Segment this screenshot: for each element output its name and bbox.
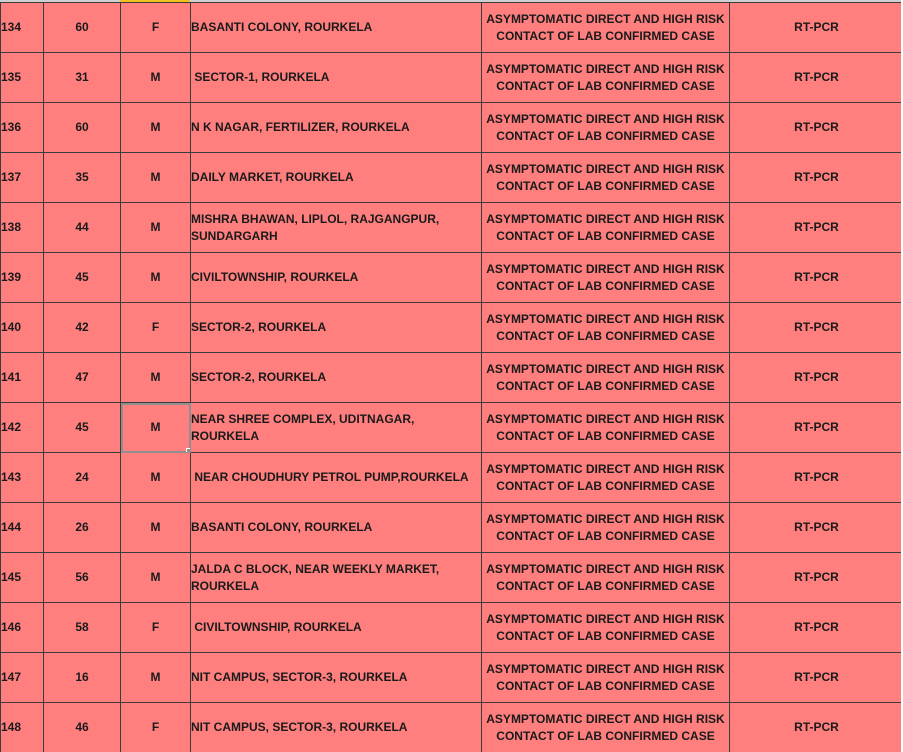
category-line-2: CONTACT OF LAB CONFIRMED CASE xyxy=(496,278,715,293)
cell-age[interactable] xyxy=(44,353,121,403)
cell-test-type[interactable] xyxy=(730,303,903,353)
cell-sex[interactable] xyxy=(121,603,191,653)
table-row xyxy=(1,403,903,453)
cell-serial-number[interactable] xyxy=(1,203,44,253)
cell-category[interactable] xyxy=(482,703,730,752)
cell-age-text: 60 xyxy=(75,20,89,34)
cell-category[interactable] xyxy=(482,103,730,153)
cell-sex-text: F xyxy=(151,320,160,334)
table-row xyxy=(1,553,903,603)
cell-test-type[interactable] xyxy=(730,453,903,503)
cell-category[interactable] xyxy=(482,153,730,203)
cell-sex[interactable] xyxy=(121,453,191,503)
cell-serial-number[interactable] xyxy=(1,703,44,752)
cell-age[interactable] xyxy=(44,103,121,153)
cell-serial-number[interactable] xyxy=(1,503,44,553)
cell-age-text: 44 xyxy=(75,220,89,234)
category-line-2: CONTACT OF LAB CONFIRMED CASE xyxy=(496,178,715,193)
category-line-1: ASYMPTOMATIC DIRECT AND HIGH RISK xyxy=(486,211,725,226)
cell-address[interactable] xyxy=(191,203,482,253)
category-line-2: CONTACT OF LAB CONFIRMED CASE xyxy=(496,78,715,93)
category-line-1: ASYMPTOMATIC DIRECT AND HIGH RISK xyxy=(486,161,725,176)
cell-sex-text: M xyxy=(150,420,161,434)
cell-serial-number[interactable] xyxy=(1,153,44,203)
cell-serial-number-text: 142 xyxy=(1,420,22,434)
cell-serial-number-text: 147 xyxy=(1,670,22,684)
data-table xyxy=(0,2,903,752)
cell-address-text: NEAR CHOUDHURY PETROL PUMP,ROURKELA xyxy=(191,470,469,484)
cell-serial-number-text: 136 xyxy=(1,120,22,134)
cell-test-type[interactable] xyxy=(730,103,903,153)
category-line-2: CONTACT OF LAB CONFIRMED CASE xyxy=(496,128,715,143)
cell-age[interactable] xyxy=(44,553,121,603)
cell-address[interactable] xyxy=(191,453,482,503)
cell-sex[interactable] xyxy=(121,553,191,603)
cell-age-text: 45 xyxy=(75,270,89,284)
cell-test-type[interactable] xyxy=(730,603,903,653)
cell-test-type[interactable] xyxy=(730,703,903,752)
cell-age-text: 58 xyxy=(75,620,89,634)
table-row xyxy=(1,603,903,653)
cell-address[interactable] xyxy=(191,603,482,653)
cell-test-type[interactable] xyxy=(730,503,903,553)
table-row xyxy=(1,703,903,752)
cell-age[interactable] xyxy=(44,53,121,103)
cell-test-type-text: RT-PCR xyxy=(794,370,839,384)
cell-address-text: MISHRA BHAWAN, LIPLOL, RAJGANGPUR, SUNDARGARH xyxy=(191,211,443,243)
category-line-1: ASYMPTOMATIC DIRECT AND HIGH RISK xyxy=(486,261,725,276)
cell-category[interactable] xyxy=(482,453,730,503)
cell-age[interactable] xyxy=(44,603,121,653)
cell-category[interactable] xyxy=(482,303,730,353)
cell-category[interactable] xyxy=(482,553,730,603)
cell-test-type[interactable] xyxy=(730,153,903,203)
cell-age-text: 24 xyxy=(75,470,89,484)
cell-address-text: BASANTI COLONY, ROURKELA xyxy=(191,20,373,34)
cell-serial-number-text: 141 xyxy=(1,370,22,384)
cell-serial-number[interactable] xyxy=(1,353,44,403)
cell-test-type-text: RT-PCR xyxy=(794,320,839,334)
cell-age-text: 16 xyxy=(75,670,89,684)
cell-address[interactable] xyxy=(191,53,482,103)
cell-test-type[interactable] xyxy=(730,353,903,403)
category-line-2: CONTACT OF LAB CONFIRMED CASE xyxy=(496,478,715,493)
cell-serial-number-text: 146 xyxy=(1,620,22,634)
cell-test-type-text: RT-PCR xyxy=(794,220,839,234)
cell-age-text: 46 xyxy=(75,720,89,734)
cell-address[interactable] xyxy=(191,353,482,403)
cell-address[interactable] xyxy=(191,103,482,153)
cell-sex-text: M xyxy=(150,370,161,384)
cell-test-type-text: RT-PCR xyxy=(794,120,839,134)
cell-serial-number[interactable] xyxy=(1,3,44,53)
category-line-2: CONTACT OF LAB CONFIRMED CASE xyxy=(496,328,715,343)
cell-address-text: NIT CAMPUS, SECTOR-3, ROURKELA xyxy=(191,720,408,734)
cell-age[interactable] xyxy=(44,403,121,453)
cell-category[interactable] xyxy=(482,353,730,403)
category-line-2: CONTACT OF LAB CONFIRMED CASE xyxy=(496,628,715,643)
category-line-2: CONTACT OF LAB CONFIRMED CASE xyxy=(496,678,715,693)
category-line-1: ASYMPTOMATIC DIRECT AND HIGH RISK xyxy=(486,561,725,576)
cell-serial-number[interactable] xyxy=(1,53,44,103)
cell-serial-number[interactable] xyxy=(1,653,44,703)
table-row xyxy=(1,303,903,353)
category-line-2: CONTACT OF LAB CONFIRMED CASE xyxy=(496,528,715,543)
selected-cell[interactable] xyxy=(121,403,191,453)
cell-test-type-text: RT-PCR xyxy=(794,170,839,184)
cell-sex[interactable] xyxy=(121,253,191,303)
cell-test-type-text: RT-PCR xyxy=(794,520,839,534)
cell-test-type-text: RT-PCR xyxy=(794,270,839,284)
cell-test-type-text: RT-PCR xyxy=(794,470,839,484)
cell-test-type-text: RT-PCR xyxy=(794,720,839,734)
cell-address-text: CIVILTOWNSHIP, ROURKELA xyxy=(191,620,362,634)
cell-serial-number-text: 145 xyxy=(1,570,22,584)
table-row xyxy=(1,103,903,153)
table-body xyxy=(1,3,903,752)
cell-sex[interactable] xyxy=(121,3,191,53)
table-row xyxy=(1,53,903,103)
cell-sex-text: F xyxy=(151,20,160,34)
cell-sex-text: M xyxy=(150,520,161,534)
category-line-1: ASYMPTOMATIC DIRECT AND HIGH RISK xyxy=(486,61,725,76)
table-row xyxy=(1,453,903,503)
cell-serial-number[interactable] xyxy=(1,103,44,153)
cell-sex[interactable] xyxy=(121,653,191,703)
cell-address-text: SECTOR-2, ROURKELA xyxy=(191,370,327,384)
cell-age-text: 26 xyxy=(75,520,89,534)
cell-sex-text: M xyxy=(150,570,161,584)
category-line-1: ASYMPTOMATIC DIRECT AND HIGH RISK xyxy=(486,111,725,126)
cell-address-text: SECTOR-2, ROURKELA xyxy=(191,320,327,334)
cell-category[interactable] xyxy=(482,403,730,453)
cell-serial-number-text: 143 xyxy=(1,470,22,484)
table-row xyxy=(1,353,903,403)
cell-sex[interactable] xyxy=(121,503,191,553)
table-row xyxy=(1,653,903,703)
cell-address[interactable] xyxy=(191,703,482,752)
cell-age-text: 35 xyxy=(75,170,89,184)
cell-serial-number-text: 137 xyxy=(1,170,22,184)
cell-address[interactable] xyxy=(191,503,482,553)
cell-test-type-text: RT-PCR xyxy=(794,670,839,684)
cell-test-type[interactable] xyxy=(730,653,903,703)
category-line-1: ASYMPTOMATIC DIRECT AND HIGH RISK xyxy=(486,611,725,626)
cell-test-type[interactable] xyxy=(730,203,903,253)
cell-age[interactable] xyxy=(44,303,121,353)
cell-serial-number[interactable] xyxy=(1,453,44,503)
cell-address-text: JALDA C BLOCK, NEAR WEEKLY MARKET, ROURKELA xyxy=(191,561,443,593)
cell-age[interactable] xyxy=(44,153,121,203)
category-line-2: CONTACT OF LAB CONFIRMED CASE xyxy=(496,728,715,743)
cell-serial-number-text: 135 xyxy=(1,70,22,84)
cell-address[interactable] xyxy=(191,3,482,53)
cell-test-type[interactable] xyxy=(730,53,903,103)
cell-age[interactable] xyxy=(44,703,121,752)
cell-age-text: 45 xyxy=(75,420,89,434)
cell-test-type-text: RT-PCR xyxy=(794,420,839,434)
cell-address-text: BASANTI COLONY, ROURKELA xyxy=(191,520,373,534)
table-row xyxy=(1,3,903,53)
cell-category[interactable] xyxy=(482,603,730,653)
cell-address[interactable] xyxy=(191,653,482,703)
cell-category[interactable] xyxy=(482,203,730,253)
cell-sex[interactable] xyxy=(121,203,191,253)
cell-serial-number-text: 148 xyxy=(1,720,22,734)
cell-age-text: 42 xyxy=(75,320,89,334)
cell-age[interactable] xyxy=(44,503,121,553)
cell-serial-number[interactable] xyxy=(1,253,44,303)
table-row xyxy=(1,253,903,303)
cell-serial-number[interactable] xyxy=(1,553,44,603)
cell-test-type[interactable] xyxy=(730,253,903,303)
category-line-2: CONTACT OF LAB CONFIRMED CASE xyxy=(496,578,715,593)
cell-age-text: 31 xyxy=(75,70,89,84)
cell-sex[interactable] xyxy=(121,303,191,353)
category-line-2: CONTACT OF LAB CONFIRMED CASE xyxy=(496,428,715,443)
cell-category[interactable] xyxy=(482,53,730,103)
cell-sex-text: M xyxy=(150,170,161,184)
category-line-2: CONTACT OF LAB CONFIRMED CASE xyxy=(496,228,715,243)
cell-sex-text: M xyxy=(150,220,161,234)
table-row xyxy=(1,503,903,553)
category-line-1: ASYMPTOMATIC DIRECT AND HIGH RISK xyxy=(486,711,725,726)
cell-serial-number-text: 134 xyxy=(1,20,22,34)
fill-handle[interactable] xyxy=(186,448,191,453)
cell-serial-number[interactable] xyxy=(1,603,44,653)
category-line-1: ASYMPTOMATIC DIRECT AND HIGH RISK xyxy=(486,661,725,676)
category-line-1: ASYMPTOMATIC DIRECT AND HIGH RISK xyxy=(486,361,725,376)
cell-age-text: 47 xyxy=(75,370,89,384)
cell-address-text: NEAR SHREE COMPLEX, UDITNAGAR, ROURKELA xyxy=(191,411,418,443)
category-line-1: ASYMPTOMATIC DIRECT AND HIGH RISK xyxy=(486,311,725,326)
cell-address[interactable] xyxy=(191,303,482,353)
cell-address-text: CIVILTOWNSHIP, ROURKELA xyxy=(191,270,359,284)
category-line-2: CONTACT OF LAB CONFIRMED CASE xyxy=(496,28,715,43)
cell-category[interactable] xyxy=(482,3,730,53)
cell-age[interactable] xyxy=(44,203,121,253)
category-line-1: ASYMPTOMATIC DIRECT AND HIGH RISK xyxy=(486,461,725,476)
category-line-1: ASYMPTOMATIC DIRECT AND HIGH RISK xyxy=(486,511,725,526)
cell-sex[interactable] xyxy=(121,153,191,203)
cell-address[interactable] xyxy=(191,153,482,203)
category-line-2: CONTACT OF LAB CONFIRMED CASE xyxy=(496,378,715,393)
cell-test-type[interactable] xyxy=(730,553,903,603)
cell-serial-number-text: 144 xyxy=(1,520,22,534)
cell-serial-number-text: 140 xyxy=(1,320,22,334)
cell-age-text: 56 xyxy=(75,570,89,584)
cell-sex[interactable] xyxy=(121,53,191,103)
cell-test-type[interactable] xyxy=(730,3,903,53)
cell-test-type-text: RT-PCR xyxy=(794,20,839,34)
cell-address[interactable] xyxy=(191,553,482,603)
cell-address-text: SECTOR-1, ROURKELA xyxy=(191,70,330,84)
cell-test-type-text: RT-PCR xyxy=(794,70,839,84)
cell-sex[interactable] xyxy=(121,703,191,752)
category-line-1: ASYMPTOMATIC DIRECT AND HIGH RISK xyxy=(486,411,725,426)
cell-sex-text: F xyxy=(151,620,160,634)
cell-test-type-text: RT-PCR xyxy=(794,620,839,634)
cell-age[interactable] xyxy=(44,653,121,703)
category-line-1: ASYMPTOMATIC DIRECT AND HIGH RISK xyxy=(486,11,725,26)
cell-address[interactable] xyxy=(191,253,482,303)
cell-sex-text: M xyxy=(150,120,161,134)
cell-sex-text: M xyxy=(150,470,161,484)
table-row xyxy=(1,153,903,203)
cell-test-type[interactable] xyxy=(730,403,903,453)
cell-address-text: DAILY MARKET, ROURKELA xyxy=(191,170,354,184)
cell-serial-number[interactable] xyxy=(1,403,44,453)
cell-age-text: 60 xyxy=(75,120,89,134)
cell-sex-text: M xyxy=(150,70,161,84)
cell-sex-text: M xyxy=(150,270,161,284)
cell-sex[interactable] xyxy=(121,103,191,153)
table-row xyxy=(1,203,903,253)
cell-serial-number-text: 139 xyxy=(1,270,22,284)
cell-serial-number[interactable] xyxy=(1,303,44,353)
cell-test-type-text: RT-PCR xyxy=(794,570,839,584)
cell-sex-text: F xyxy=(151,720,160,734)
cell-age[interactable] xyxy=(44,453,121,503)
cell-address[interactable] xyxy=(191,403,482,453)
cell-category[interactable] xyxy=(482,253,730,303)
cell-category[interactable] xyxy=(482,503,730,553)
cell-category[interactable] xyxy=(482,653,730,703)
cell-serial-number-text: 138 xyxy=(1,220,22,234)
cell-sex[interactable] xyxy=(121,353,191,403)
cell-sex-text: M xyxy=(150,670,161,684)
cell-age[interactable] xyxy=(44,3,121,53)
cell-address-text: N K NAGAR, FERTILIZER, ROURKELA xyxy=(191,120,410,134)
cell-age[interactable] xyxy=(44,253,121,303)
cell-address-text: NIT CAMPUS, SECTOR-3, ROURKELA xyxy=(191,670,408,684)
